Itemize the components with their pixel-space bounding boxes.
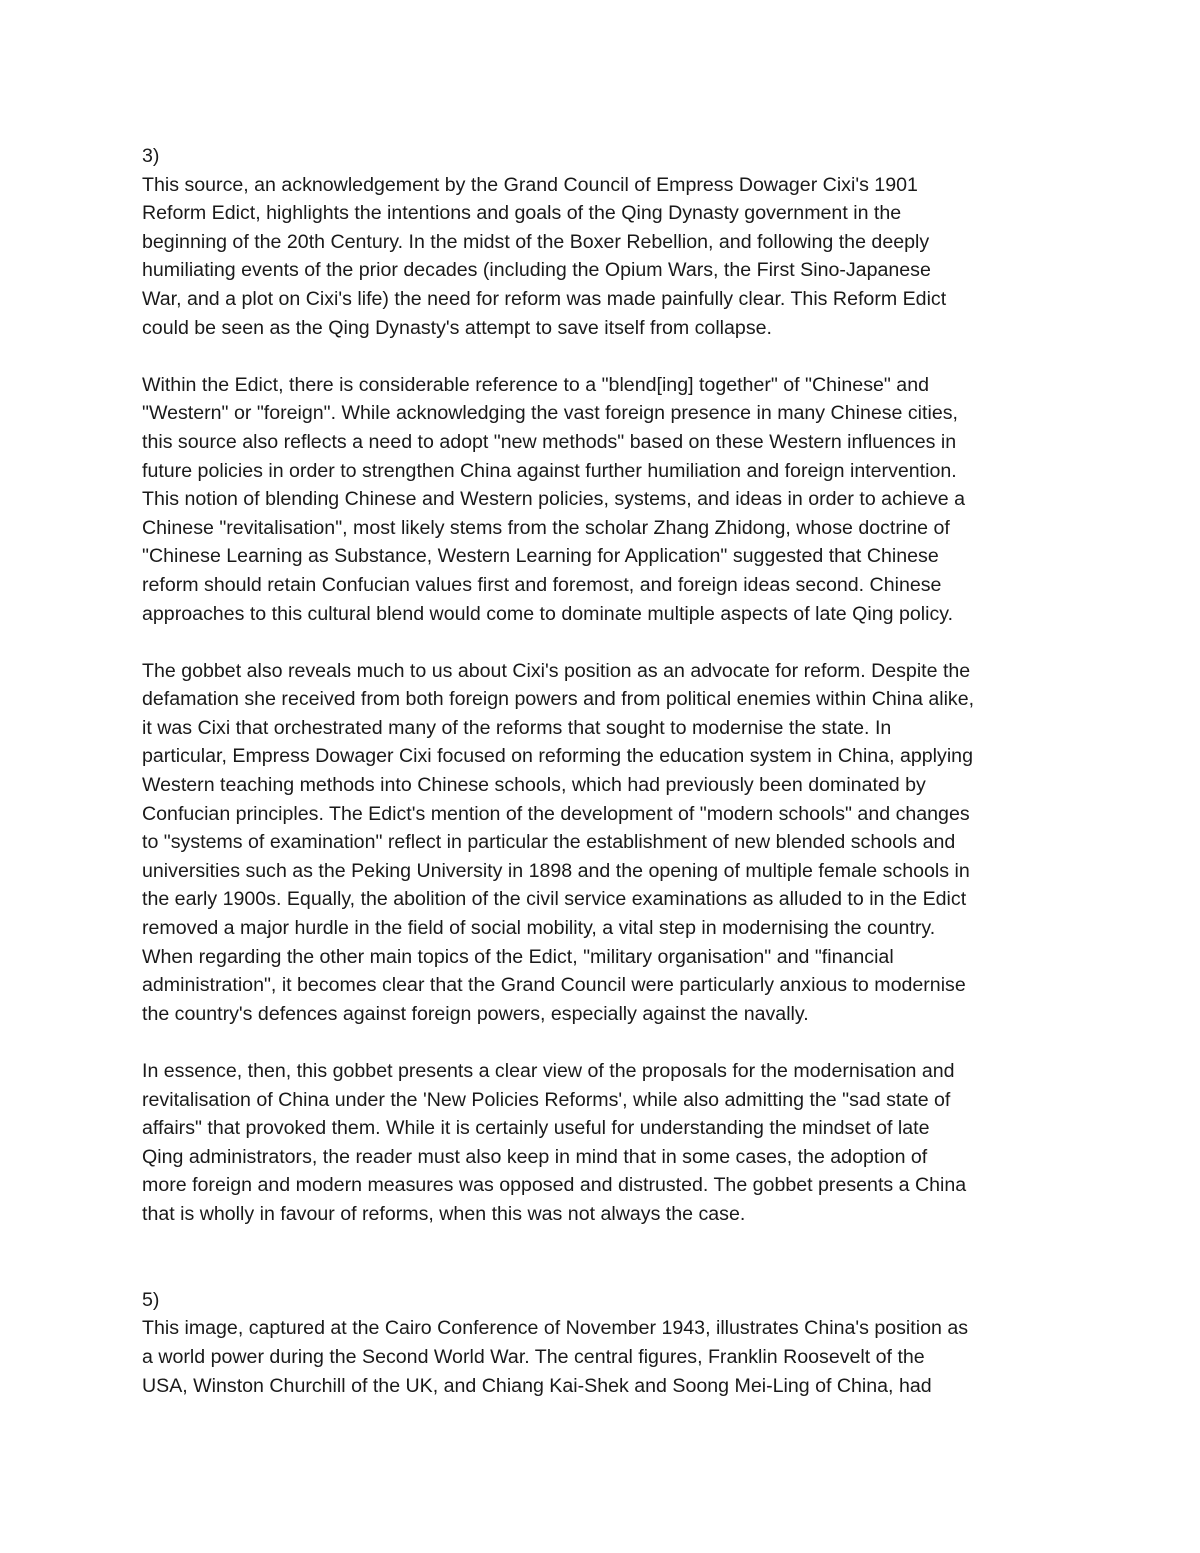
text-line: beginning of the 20th Century. In the midst of the Boxer Rebellion, and following the deeply bbox=[142, 230, 930, 253]
text-line: approaches to this cultural blend would come to dominate multiple aspects of late Qing policy. bbox=[142, 602, 954, 625]
text-line: to "systems of examination" reflect in particular the establishment of new blended schools and bbox=[142, 831, 956, 854]
text-line: that is wholly in favour of reforms, when this was not always the case. bbox=[142, 1202, 746, 1225]
paragraph bbox=[142, 1314, 1072, 1400]
text-line: revitalisation of China under the 'New Policies Reforms', while also admitting the "sad state of bbox=[142, 1088, 951, 1111]
text-line: humiliating events of the prior decades (including the Opium Wars, the First Sino-Japanese bbox=[142, 259, 931, 282]
paragraph bbox=[142, 371, 1072, 628]
paragraph-gap bbox=[142, 628, 1072, 657]
paragraph-gap bbox=[142, 1028, 1072, 1057]
text-line: administration", it becomes clear that the Grand Council were particularly anxious to modernise bbox=[142, 974, 966, 997]
text-line: This source, an acknowledgement by the Grand Council of Empress Dowager Cixi's 1901 bbox=[142, 173, 918, 196]
document-body bbox=[142, 142, 1072, 1400]
section-heading: 5) bbox=[142, 1288, 160, 1311]
paragraph-gap bbox=[142, 342, 1072, 371]
text-line: War, and a plot on Cixi's life) the need for reform was made painfully clear. This Reform Edict bbox=[142, 287, 947, 310]
section-5 bbox=[142, 1286, 1072, 1400]
paragraph bbox=[142, 1057, 1072, 1229]
text-line: Within the Edict, there is considerable reference to a "blend[ing] together" of "Chinese" and bbox=[142, 373, 929, 396]
text-line: defamation she received from both foreign powers and from political enemies within China alike, bbox=[142, 688, 975, 711]
text-line: In essence, then, this gobbet presents a clear view of the proposals for the modernisation and bbox=[142, 1060, 955, 1082]
text-line: Confucian principles. The Edict's mention of the development of "modern schools" and changes bbox=[142, 802, 970, 825]
text-line: it was Cixi that orchestrated many of the reforms that sought to modernise the state. In bbox=[142, 716, 892, 739]
text-line: Reform Edict, highlights the intentions and goals of the Qing Dynasty government in the bbox=[142, 202, 902, 225]
text-line: Western teaching methods into Chinese schools, which had previously been dominated by bbox=[142, 774, 926, 797]
text-line: USA, Winston Churchill of the UK, and Chiang Kai-Shek and Soong Mei-Ling of China, had bbox=[142, 1374, 932, 1397]
text-line: The gobbet also reveals much to us about Cixi's position as an advocate for reform. Despite the bbox=[142, 659, 971, 682]
text-line: reform should retain Confucian values first and foremost, and foreign ideas second. Chinese bbox=[142, 573, 942, 596]
text-line: This image, captured at the Cairo Conference of November 1943, illustrates China's position as bbox=[142, 1317, 969, 1340]
text-line: future policies in order to strengthen China against further humiliation and foreign intervention. bbox=[142, 459, 957, 482]
text-line: the country's defences against foreign powers, especially against the navally. bbox=[142, 1002, 809, 1025]
text-line: When regarding the other main topics of the Edict, "military organisation" and "financial bbox=[142, 945, 894, 968]
text-line: a world power during the Second World War. The central figures, Franklin Roosevelt of the bbox=[142, 1345, 925, 1368]
text-line: particular, Empress Dowager Cixi focused on reforming the education system in China, applying bbox=[142, 745, 973, 768]
text-line: Qing administrators, the reader must also keep in mind that in some cases, the adoption of bbox=[142, 1145, 928, 1168]
section-3 bbox=[142, 142, 1072, 1229]
text-line: universities such as the Peking University in 1898 and the opening of multiple female schools in bbox=[142, 859, 970, 882]
text-line: more foreign and modern measures was opposed and distrusted. The gobbet presents a China bbox=[142, 1174, 967, 1197]
paragraph bbox=[142, 171, 1072, 343]
text-line: removed a major hurdle in the field of social mobility, a vital step in modernising the country. bbox=[142, 917, 936, 940]
text-line: affairs" that provoked them. While it is certainly useful for understanding the mindset of late bbox=[142, 1117, 930, 1140]
text-line: This notion of blending Chinese and Western policies, systems, and ideas in order to achieve a bbox=[142, 488, 966, 511]
text-line: "Western" or "foreign". While acknowledging the vast foreign presence in many Chinese cities, bbox=[142, 402, 958, 425]
paragraph bbox=[142, 657, 1072, 1029]
text-line: this source also reflects a need to adopt "new methods" based on these Western influences in bbox=[142, 430, 957, 453]
section-heading: 3) bbox=[142, 145, 160, 167]
text-line: could be seen as the Qing Dynasty's attempt to save itself from collapse. bbox=[142, 316, 772, 339]
text-line: the early 1900s. Equally, the abolition of the civil service examinations as alluded to in the Edict bbox=[142, 888, 967, 911]
text-line: "Chinese Learning as Substance, Western Learning for Application" suggested that Chinese bbox=[142, 545, 939, 568]
text-line: Chinese "revitalisation", most likely stems from the scholar Zhang Zhidong, whose doctrine of bbox=[142, 516, 950, 539]
